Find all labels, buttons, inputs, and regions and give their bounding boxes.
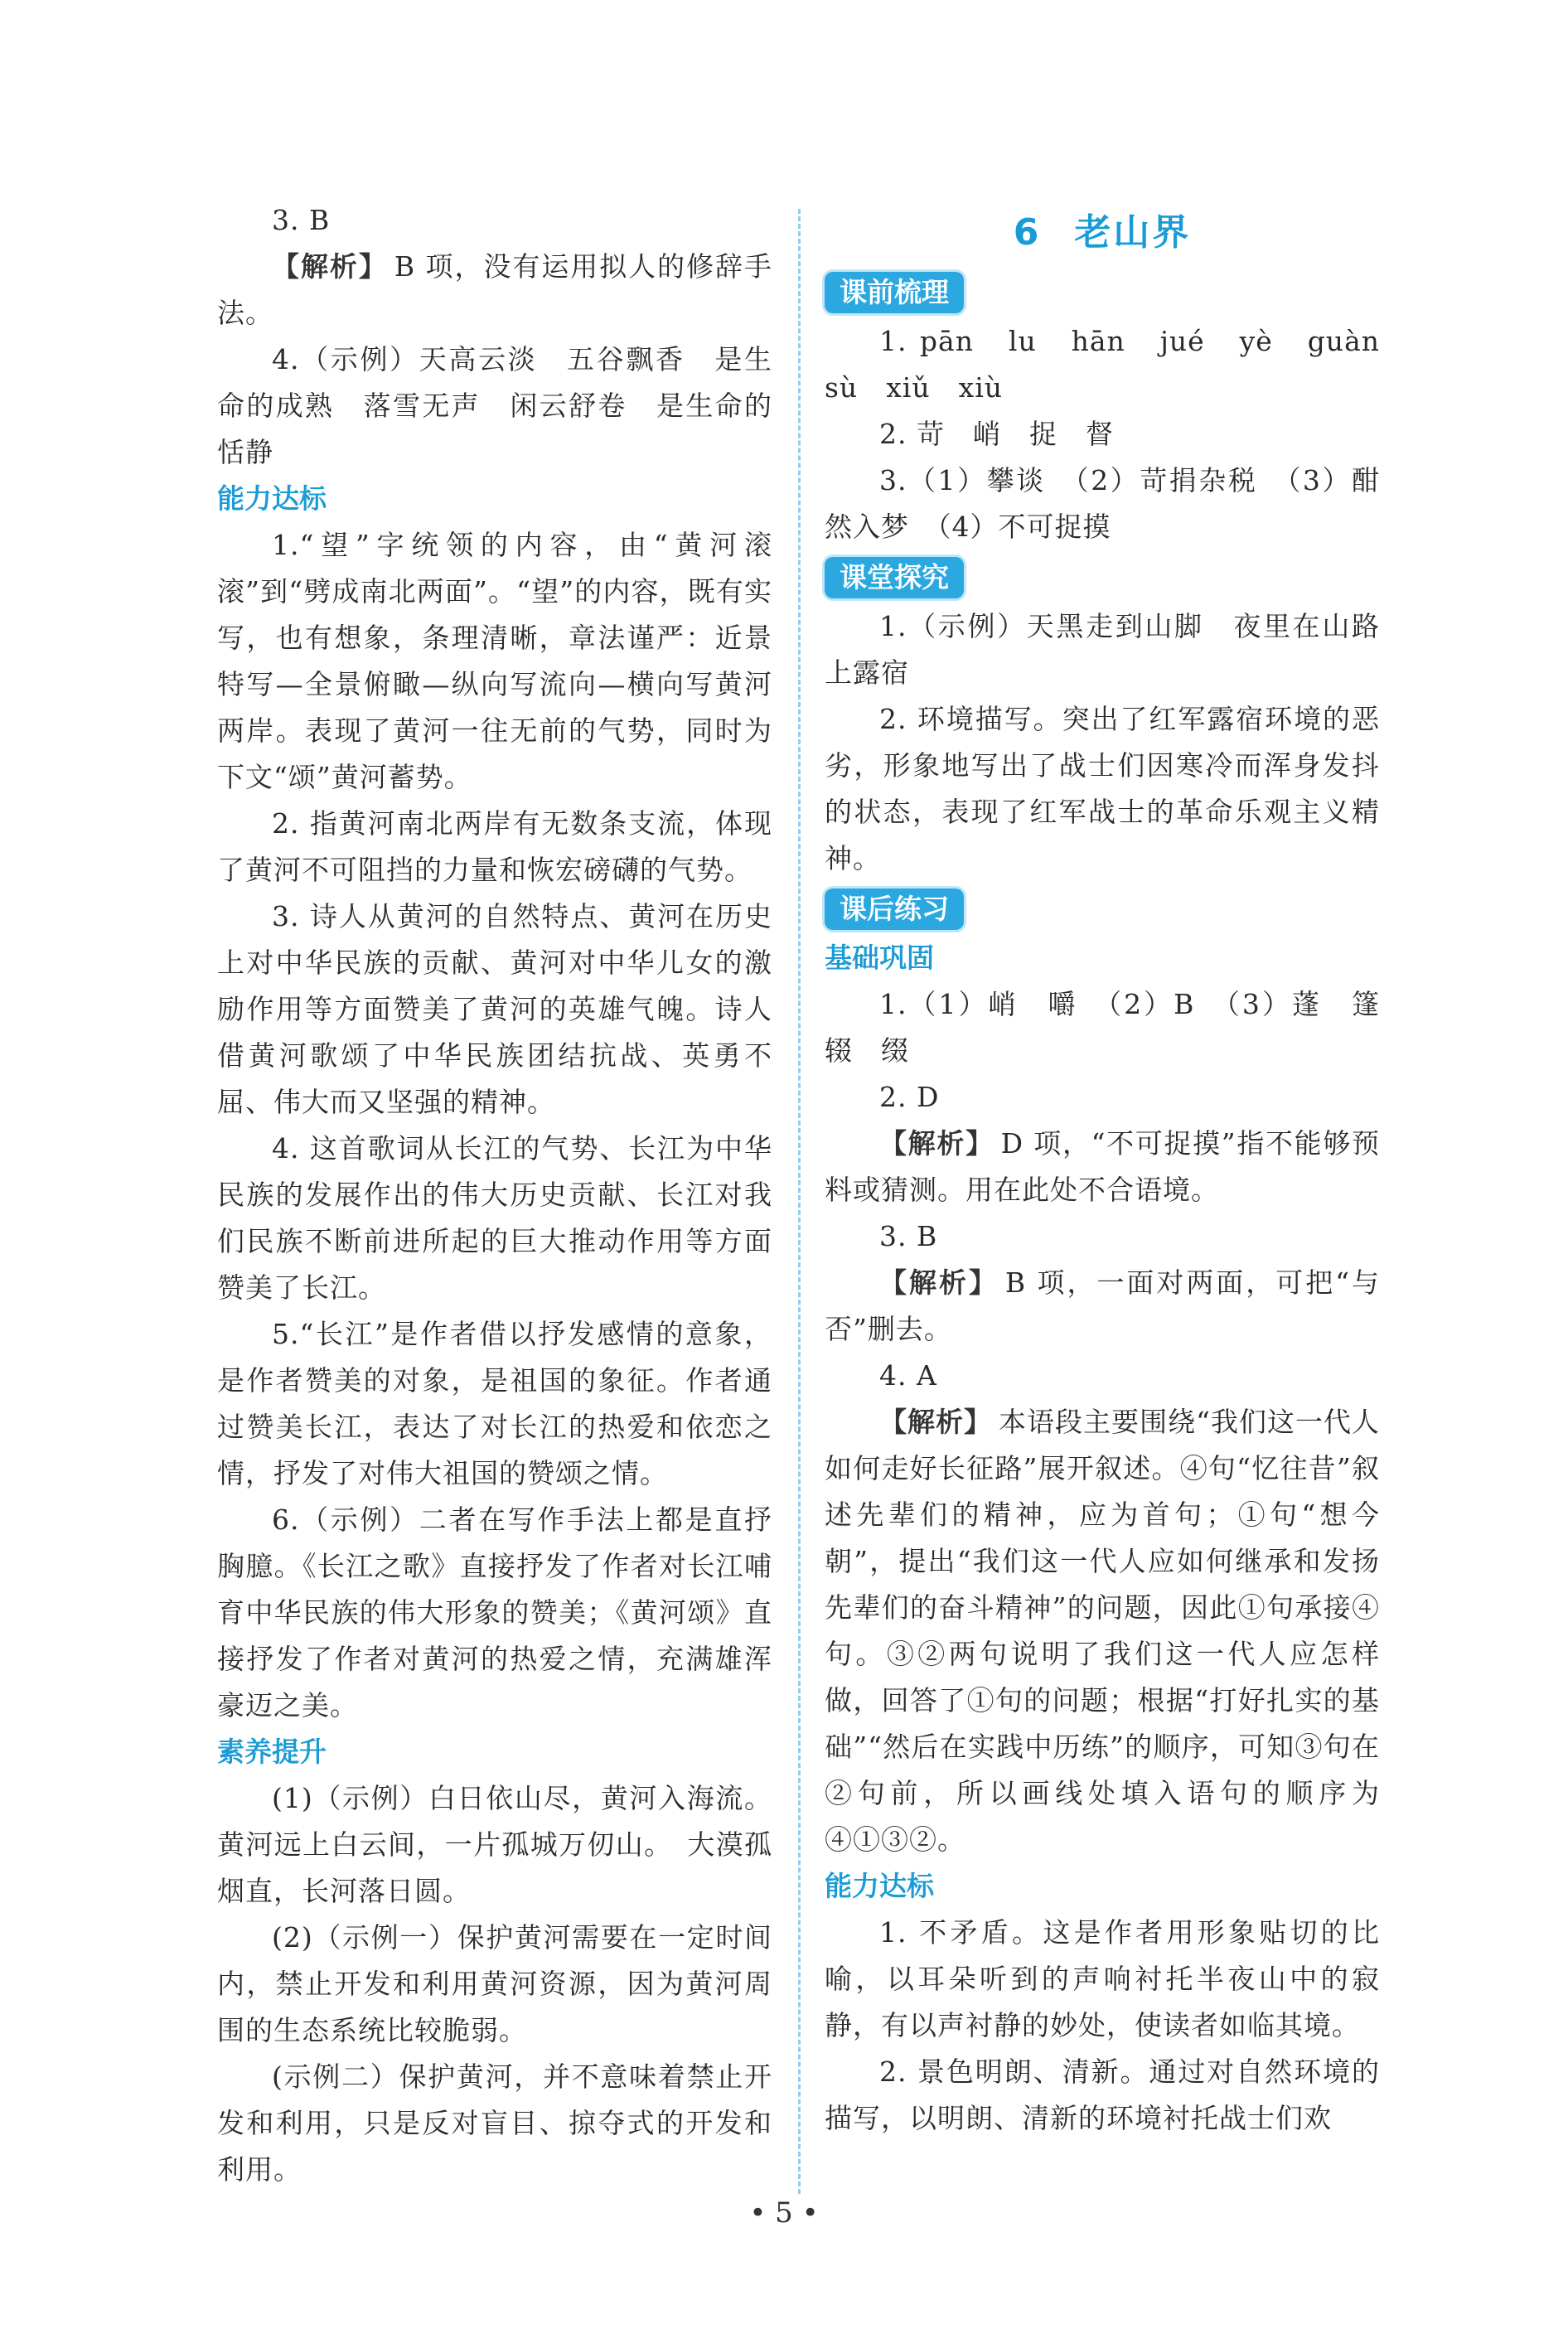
banner-inclass: 课堂探究 [825, 557, 964, 598]
basics-answer-2: 2. D [879, 1081, 940, 1113]
analysis-tag: 【解析】 [879, 1266, 999, 1299]
ability-answer-4: 4. 这首歌词从长江的气势、长江为中华民族的发展作出的伟大历史贡献、长江对我们民族不断前进所起的巨大推动作用等方面赞美了长江。 [217, 1132, 772, 1304]
chapter-title: 老山界 [1074, 211, 1192, 254]
ability-answer-6: 6.（示例）二者在写作手法上都是直抒胸臆。《长江之歌》直接抒发了作者对长江哺育中华民族的伟大形象的赞美；《黄河颂》直接抒发了作者对黄河的热爱之情，充满雄浑豪迈之美。 [217, 1503, 772, 1721]
inclass-answer-2: 2. 环境描写。突出了红军露宿环境的恶劣，形象地写出了战士们因寒冷而浑身发抖的状态，表现了红军战士的革命乐观主义精神。 [825, 703, 1380, 874]
analysis-text: 本语段主要围绕“我们这一代人如何走好长征路”展开叙述。④句“忆往昔”叙述先辈们的精神，应为首句；①句“想今朝”，提出“我们这一代人应如何继承和发扬先辈们的奋斗精神”的问题，因此①句承接④句。③②两句说明了我们这一代人应怎样做，回答了①句的问题；根据“打好扎实的基础”“然后在实践中历练”的顺序，可知③句在②句前，所以画线处填入语句的顺序为④①③②。 [825, 1406, 1380, 1856]
ability-right-answer-1: 1. 不矛盾。这是作者用形象贴切的比喻，以耳朵听到的声响衬托半夜山中的寂静，有以声衬静的妙处，使读者如临其境。 [825, 1916, 1380, 2041]
ability-answer-2: 2. 指黄河南北两岸有无数条支流，体现了黄河不可阻挡的力量和恢宏磅礴的气势。 [217, 807, 772, 886]
preclass-answer-3: 3.（1）攀谈 （2）苛捐杂税 （3）酣然入梦 （4）不可捉摸 [825, 464, 1380, 543]
right-column [825, 197, 1408, 2142]
ability-answer-3: 3. 诗人从黄河的自然特点、黄河在历史上对中华民族的贡献、黄河对中华儿女的激励作用等方面赞美了黄河的英雄气魄。诗人借黄河歌颂了中华民族团结抗战、英勇不屈、伟大而又坚强的精神。 [217, 900, 772, 1118]
chapter-number: 6 [1013, 211, 1042, 254]
basics-analysis-2 [825, 1121, 1380, 1213]
section-literacy: 素养提升 [217, 1736, 327, 1768]
analysis-text: B 项，没有运用拟人的修辞手法。 [217, 250, 772, 329]
basics-analysis-3 [825, 1260, 1380, 1353]
column-divider [798, 209, 801, 2194]
analysis-text: B 项，一面对两面，可把“与否”删去。 [825, 1266, 1380, 1345]
literacy-answer-2a: (2)（示例一）保护黄河需要在一定时间内，禁止开发和利用黄河资源，因为黄河周围的生态系统比较脆弱。 [217, 1921, 772, 2046]
analysis-3 [217, 244, 772, 337]
section-basics: 基础巩固 [825, 942, 934, 974]
banner-preclass: 课前梳理 [825, 272, 964, 313]
page-number: • 5 • [749, 2196, 819, 2230]
basics-analysis-4 [825, 1399, 1380, 1863]
analysis-text: D 项，“不可捉摸”指不能够预料或猜测。用在此处不合语境。 [825, 1127, 1380, 1206]
answer-4: 4.（示例）天高云淡 五谷飘香 是生命的成熟 落雪无声 闲云舒卷 是生命的恬静 [217, 343, 772, 468]
literacy-answer-1: (1)（示例）白日依山尽，黄河入海流。黄河远上白云间，一片孤城万仞山。 大漠孤烟直，长河落日圆。 [217, 1782, 772, 1907]
literacy-answer-2b: (示例二）保护黄河，并不意味着禁止开发和利用，只是反对盲目、掠夺式的开发和利用。 [217, 2060, 772, 2186]
ability-answer-5: 5.“长江”是作者借以抒发感情的意象，是作者赞美的对象，是祖国的象征。作者通过赞美长江，表达了对长江的热爱和依恋之情，抒发了对伟大祖国的赞颂之情。 [217, 1318, 772, 1489]
ability-right-answer-2: 2. 景色明朗、清新。通过对自然环境的描写，以明朗、清新的环境衬托战士们欢 [825, 2055, 1380, 2134]
analysis-tag: 【解析】 [879, 1127, 995, 1160]
preclass-answer-2: 2. 苛 峭 捉 督 [879, 418, 1114, 450]
answer-3: 3. B [272, 204, 331, 236]
left-column [217, 197, 772, 2193]
chapter-heading [825, 204, 1380, 262]
inclass-answer-1: 1.（示例）天黑走到山脚 夜里在山路上露宿 [825, 610, 1380, 689]
preclass-answer-1: 1. pān lu hān jué yè guàn sù xiǔ xiù [825, 325, 1408, 404]
banner-afterclass: 课后练习 [825, 889, 964, 930]
basics-answer-4: 4. A [879, 1359, 937, 1392]
ability-answer-1: 1.“望”字统领的内容，由“黄河滚滚”到“劈成南北两面”。“望”的内容，既有实写，也有想象，条理清晰，章法谨严：近景特写—全景俯瞰—纵向写流向—横向写黄河两岸。表现了黄河一往无前的气势，同时为下文“颂”黄河蓄势。 [217, 529, 772, 793]
section-ability: 能力达标 [217, 482, 327, 515]
analysis-tag: 【解析】 [879, 1406, 993, 1438]
basics-answer-3: 3. B [879, 1220, 938, 1252]
analysis-tag: 【解析】 [272, 250, 388, 283]
section-ability-right: 能力达标 [825, 1870, 934, 1902]
basics-answer-1: 1.（1）峭 嚼 （2）B （3）蓬 篷 辍 缀 [825, 988, 1408, 1067]
